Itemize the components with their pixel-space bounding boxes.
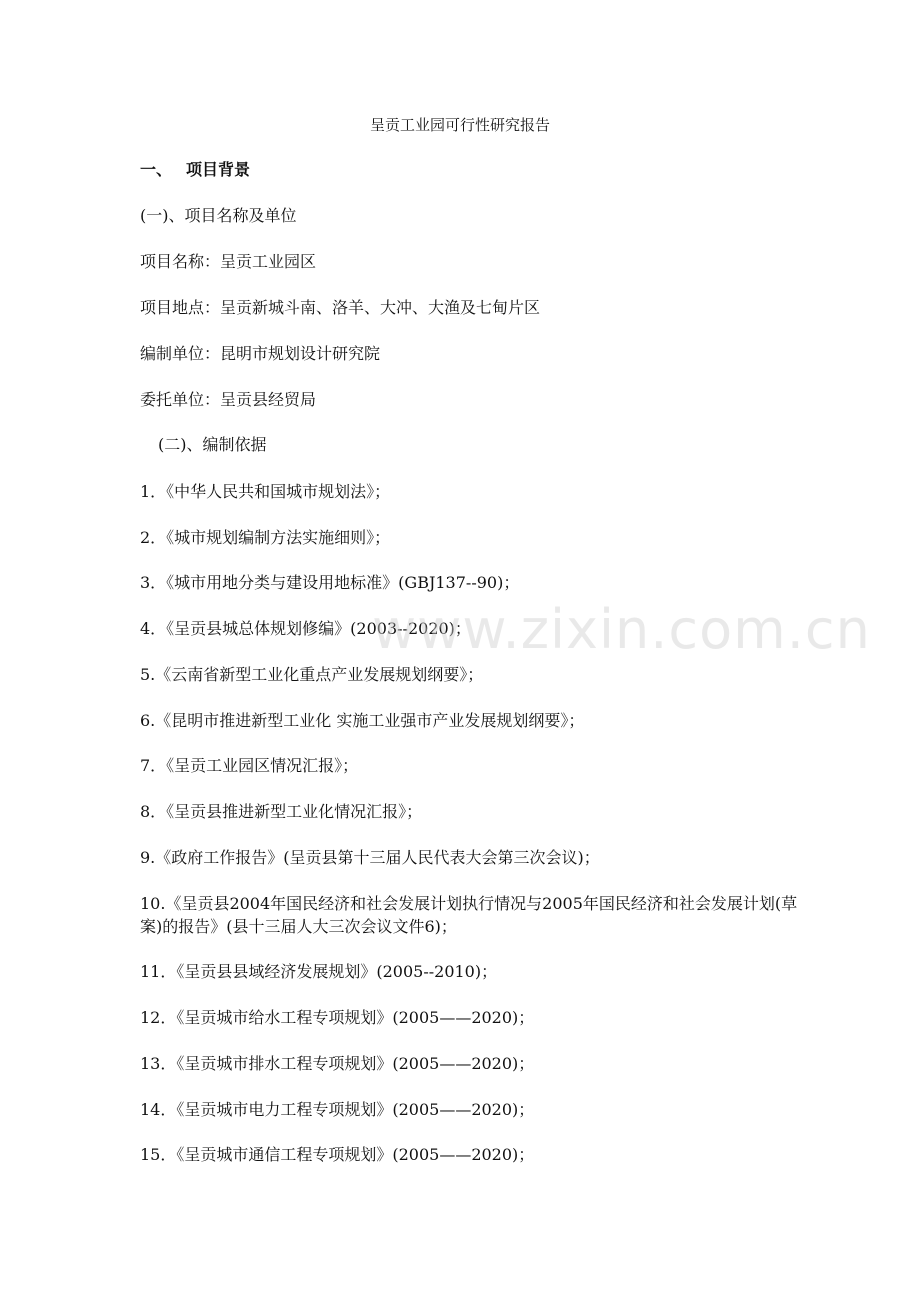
reference-item: 5.《云南省新型工业化重点产业发展规划纲要》； <box>140 665 484 684</box>
section-title: 项目背景 <box>186 160 251 179</box>
project-location: 项目地点：呈贡新城斗南、洛羊、大冲、大渔及七甸片区 <box>140 298 541 317</box>
section-number: 一、 <box>140 160 173 179</box>
subsection-compilation-basis: (二)、编制依据 <box>158 435 267 454</box>
reference-item: 13．《呈贡城市排水工程专项规划》(2005——2020)； <box>140 1054 535 1073</box>
watermark: www.zixin.com.cn <box>372 598 871 661</box>
reference-item: 12．《呈贡城市给水工程专项规划》(2005——2020)； <box>140 1008 535 1027</box>
document-title: 呈贡工业园可行性研究报告 <box>369 116 550 134</box>
reference-item: 9.《政府工作报告》(呈贡县第十三届人民代表大会第三次会议)； <box>140 848 600 867</box>
section-heading <box>140 158 800 182</box>
reference-item: 3．《城市用地分类与建设用地标准》(GBJ137--90)； <box>140 573 520 592</box>
reference-item: 6.《昆明市推进新型工业化 实施工业强市产业发展规划纲要》； <box>140 711 585 730</box>
reference-item: 10.《呈贡县2004年国民经济和社会发展计划执行情况与2005年国民经济和社会发展计划(草案)的报告》(县十三届人大三次会议文件6)； <box>140 894 798 936</box>
reference-item: 15．《呈贡城市通信工程专项规划》(2005——2020)； <box>140 1145 535 1164</box>
reference-item: 1．《中华人民共和国城市规划法》； <box>140 482 391 501</box>
reference-item: 11．《呈贡县县域经济发展规划》(2005--2010)； <box>140 962 498 981</box>
reference-item: 4．《呈贡县城总体规划修编》(2003--2020)； <box>140 619 471 638</box>
commissioned-by: 委托单位：呈贡县经贸局 <box>140 390 317 409</box>
reference-item: 2．《城市规划编制方法实施细则》； <box>140 528 391 547</box>
subsection-project-name-and-unit: (一)、项目名称及单位 <box>140 206 297 225</box>
project-name: 项目名称：呈贡工业园区 <box>140 252 317 271</box>
compiled-by: 编制单位：昆明市规划设计研究院 <box>140 344 381 363</box>
reference-item: 14．《呈贡城市电力工程专项规划》(2005——2020)； <box>140 1100 535 1119</box>
reference-item: 7．《呈贡工业园区情况汇报》； <box>140 756 359 775</box>
reference-item: 8．《呈贡县推进新型工业化情况汇报》； <box>140 802 423 821</box>
